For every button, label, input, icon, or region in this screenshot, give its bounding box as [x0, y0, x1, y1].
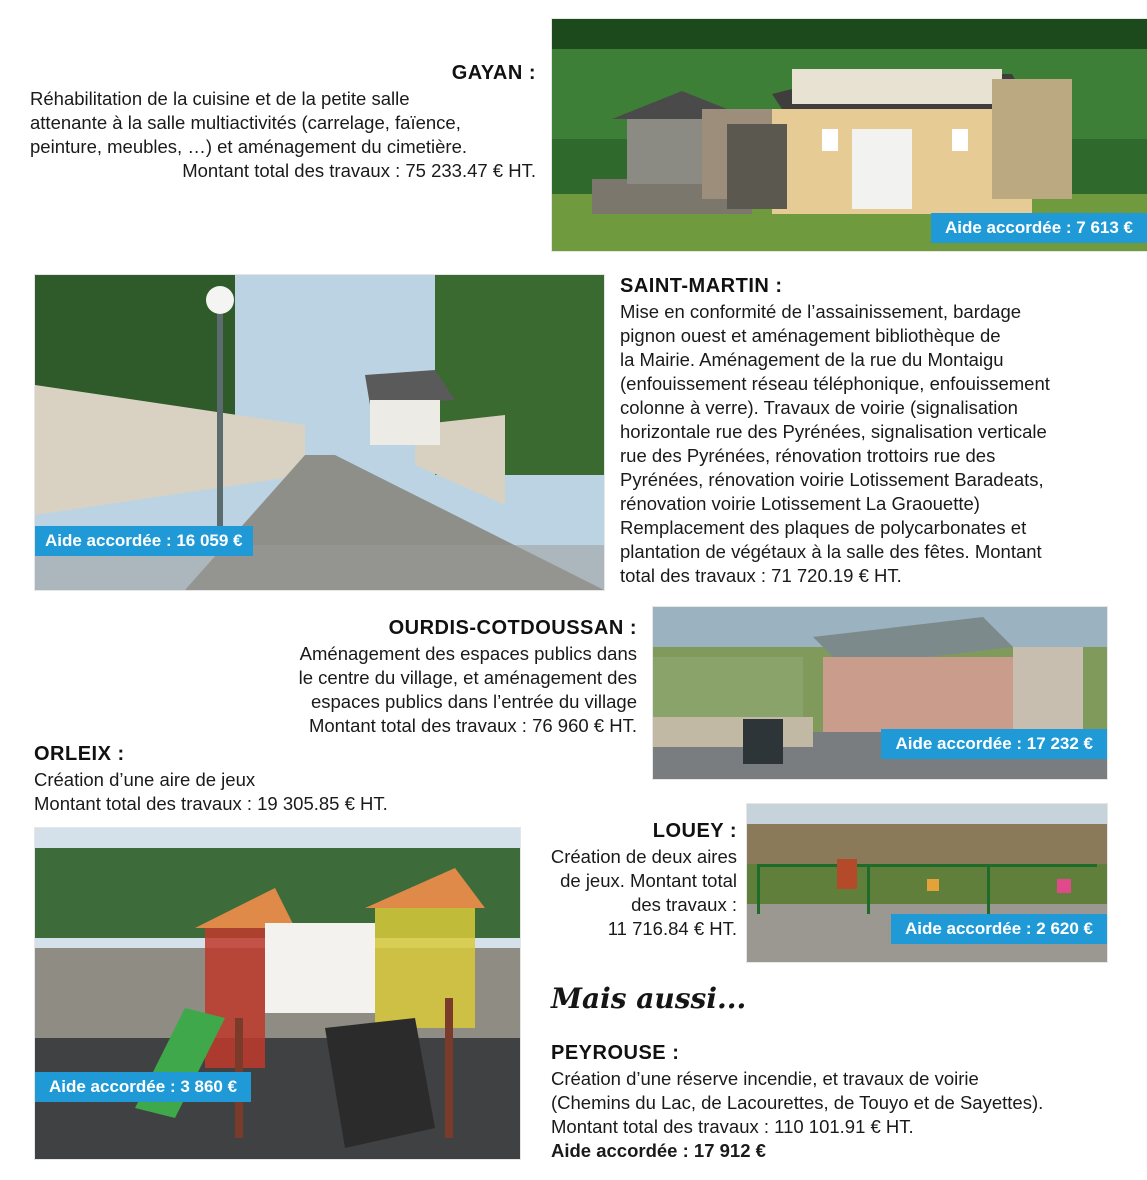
text-line: colonne à verre). Travaux de voirie (signalisation [620, 397, 1018, 418]
text-line: Aménagement des espaces publics dans [299, 643, 637, 664]
text-line: pignon ouest et aménagement bibliothèque de [620, 325, 1001, 346]
saint-martin-title: SAINT-MARTIN : [620, 275, 783, 297]
text-line: Montant total des travaux : 76 960 € HT. [308, 715, 637, 736]
gayan-aid-badge: Aide accordée : 7 613 € [931, 213, 1147, 243]
saint-martin-photo [34, 274, 605, 591]
text-line: horizontale rue des Pyrénées, signalisation verticale [620, 421, 1047, 442]
peyrouse-description [551, 1067, 1107, 1163]
peyrouse-title: PEYROUSE : [551, 1042, 680, 1064]
text-line: total des travaux : 71 720.19 € HT. [620, 565, 902, 586]
text-line: Création d’une aire de jeux [34, 769, 256, 790]
text-line: Montant total des travaux : 75 233.47 € HT. [182, 160, 536, 181]
ourdis-aid-badge: Aide accordée : 17 232 € [881, 729, 1107, 759]
text-line: espaces publics dans l’entrée du village [310, 691, 637, 712]
text-line: des travaux : [631, 894, 737, 915]
louey-aid-badge: Aide accordée : 2 620 € [891, 914, 1107, 944]
louey-photo [746, 803, 1108, 963]
mais-aussi-heading: Mais aussi... [551, 982, 747, 1015]
text-line: 11 716.84 € HT. [607, 918, 737, 939]
gayan-title: GAYAN : [451, 62, 536, 84]
text-line: (enfouissement réseau téléphonique, enfouissement [620, 373, 1050, 394]
louey-description [500, 845, 737, 941]
orleix-title: ORLEIX : [34, 743, 125, 765]
louey-title: LOUEY : [652, 820, 737, 842]
text-line: Création d’une réserve incendie, et travaux de voirie [551, 1068, 979, 1089]
peyrouse-aid: Aide accordée : 17 912 € [551, 1140, 766, 1161]
gayan-photo [551, 18, 1147, 252]
text-line: de jeux. Montant total [560, 870, 737, 891]
text-line: peinture, meubles, …) et aménagement du cimetière. [30, 136, 468, 157]
gayan-description [30, 87, 536, 183]
text-line: la Mairie. Aménagement de la rue du Montaigu [620, 349, 1004, 370]
saint-martin-description [620, 300, 1105, 588]
text-line: attenante à la salle multiactivités (carrelage, faïence, [30, 112, 461, 133]
text-line: Mise en conformité de l’assainissement, bardage [620, 301, 1022, 322]
text-line: Remplacement des plaques de polycarbonates et [620, 517, 1027, 538]
ourdis-photo [652, 606, 1108, 780]
text-line: rue des Pyrénées, rénovation trottoirs rue des [620, 445, 996, 466]
text-line: Montant total des travaux : 110 101.91 € HT. [551, 1116, 914, 1137]
text-line: Réhabilitation de la cuisine et de la petite salle [30, 88, 410, 109]
text-line: rénovation voirie Lotissement La Graouette) [620, 493, 980, 514]
saint-martin-aid-badge: Aide accordée : 16 059 € [35, 526, 253, 556]
text-line: Pyrénées, rénovation voirie Lotissement Baradeats, [620, 469, 1044, 490]
orleix-description [34, 768, 514, 816]
text-line: le centre du village, et aménagement des [298, 667, 637, 688]
text-line: Création de deux aires [550, 846, 737, 867]
text-line: (Chemins du Lac, de Lacourettes, de Touyo et de Sayettes). [551, 1092, 1044, 1113]
orleix-aid-badge: Aide accordée : 3 860 € [35, 1072, 251, 1102]
text-line: plantation de végétaux à la salle des fêtes. Montant [620, 541, 1042, 562]
ourdis-title: OURDIS-COTDOUSSAN : [388, 617, 637, 639]
orleix-playground-image [35, 828, 520, 1159]
ourdis-description [200, 642, 637, 738]
text-line: Montant total des travaux : 19 305.85 € HT. [34, 793, 388, 814]
orleix-photo [34, 827, 521, 1160]
